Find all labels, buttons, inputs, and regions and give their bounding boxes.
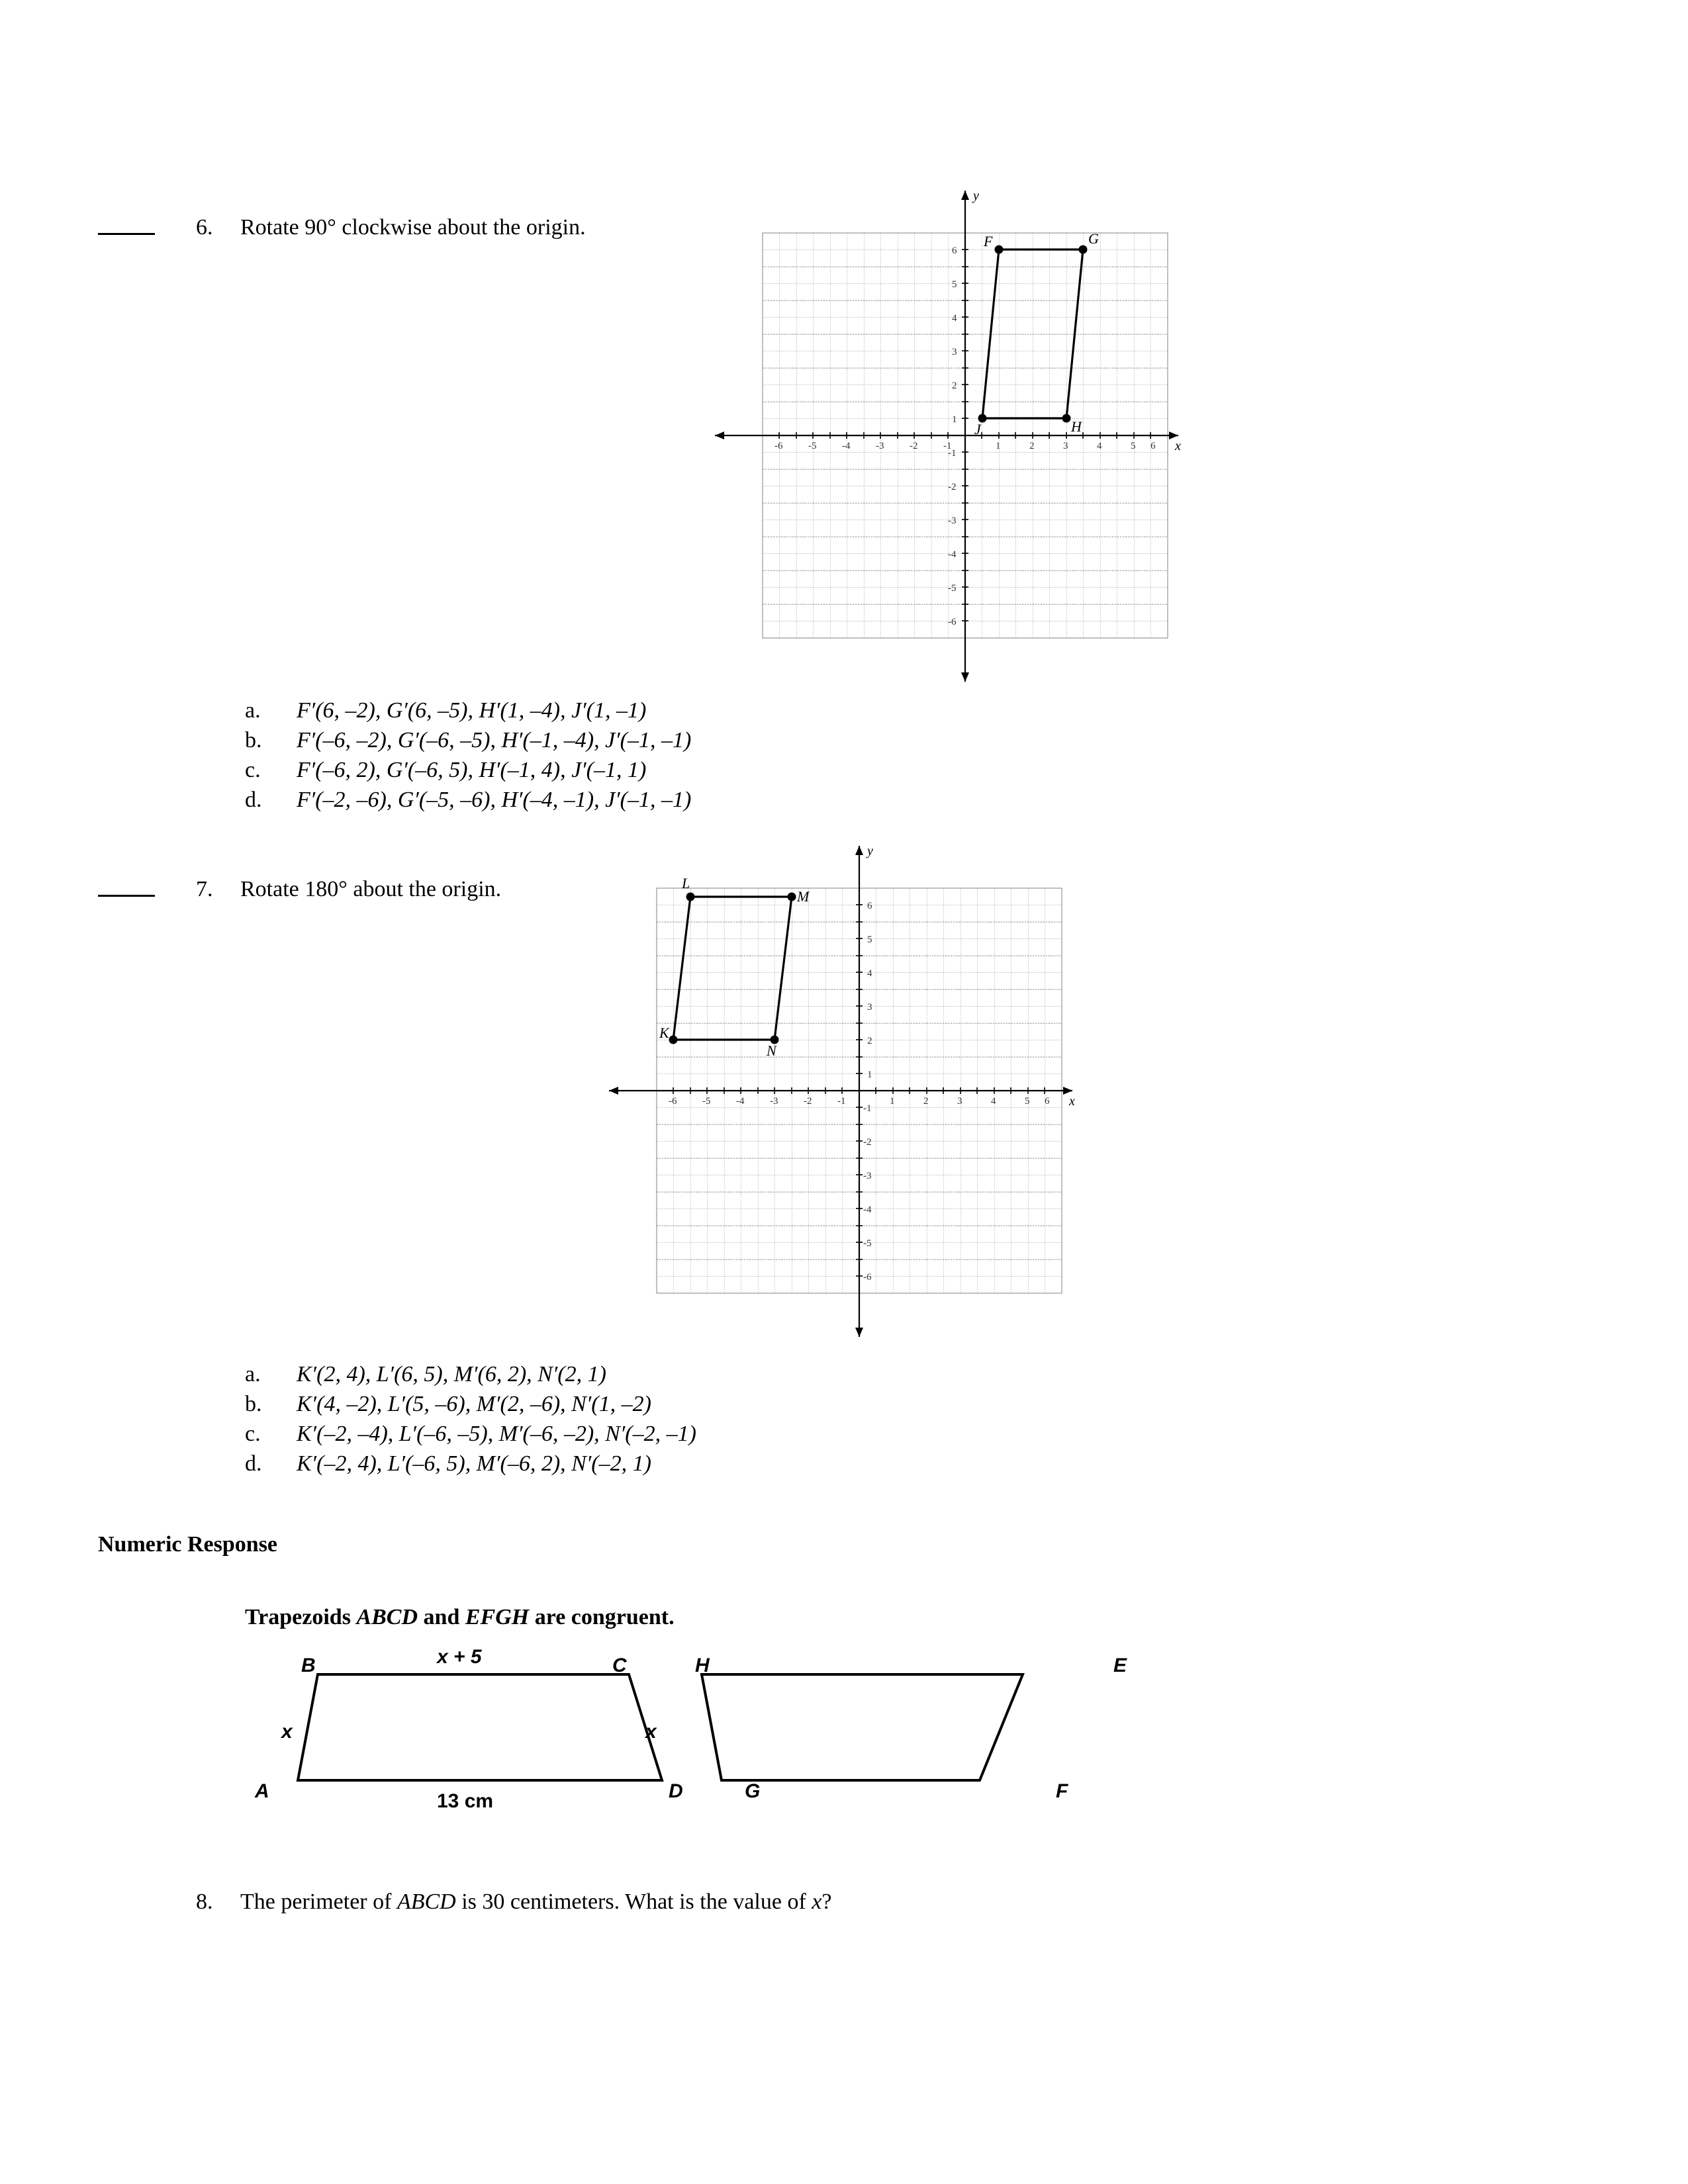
svg-text:5: 5 — [1025, 1096, 1030, 1107]
svg-text:4: 4 — [952, 313, 957, 324]
svg-text:F: F — [984, 233, 993, 250]
svg-text:2: 2 — [952, 381, 957, 391]
question-8-figure: ABCD — [397, 1889, 456, 1914]
svg-text:-1: -1 — [943, 441, 952, 451]
coordinate-graph-q7 — [596, 841, 1086, 1343]
svg-text:-6: -6 — [948, 617, 957, 627]
svg-text:-1: -1 — [863, 1103, 872, 1114]
question-8-pre: The perimeter of — [240, 1889, 397, 1914]
choice-text-q6-b[interactable]: F′(–6, –2), G′(–6, –5), H′(–1, –4), J′(–1, –1) — [297, 728, 692, 752]
svg-text:K: K — [659, 1024, 669, 1041]
svg-text:-5: -5 — [702, 1096, 711, 1107]
question-prompt-6: Rotate 90° clockwise about the origin. — [240, 215, 586, 240]
svg-text:5: 5 — [1131, 441, 1136, 451]
svg-text:3: 3 — [1063, 441, 1068, 451]
svg-text:N: N — [767, 1042, 776, 1059]
svg-text:4: 4 — [1097, 441, 1102, 451]
congruence-statement-pre: Trapezoids — [245, 1605, 357, 1629]
svg-text:2: 2 — [867, 1036, 872, 1046]
question-number-8: 8. — [196, 1889, 213, 1914]
congruence-statement-post: are congruent. — [529, 1605, 675, 1629]
choice-text-q7-d[interactable]: K′(–2, 4), L′(–6, 5), M′(–6, 2), N′(–2, 1) — [297, 1451, 651, 1476]
svg-text:-6: -6 — [863, 1272, 872, 1283]
svg-text:y: y — [867, 844, 873, 858]
coordinate-graph-q6 — [702, 185, 1192, 688]
svg-text:3: 3 — [952, 347, 957, 357]
congruence-statement-mid: and — [418, 1605, 465, 1629]
svg-text:x: x — [1069, 1094, 1075, 1109]
label-side-left-x: x — [281, 1721, 293, 1743]
choice-letter-q6-a[interactable]: a. — [245, 698, 261, 723]
choice-text-q6-a[interactable]: F′(6, –2), G′(6, –5), H′(1, –4), J′(1, –1) — [297, 698, 647, 723]
choice-letter-q6-d[interactable]: d. — [245, 788, 262, 812]
svg-text:-2: -2 — [910, 441, 918, 451]
label-vertex-F: F — [1056, 1780, 1068, 1802]
svg-text:1: 1 — [996, 441, 1001, 451]
svg-text:4: 4 — [867, 968, 872, 979]
svg-text:-1: -1 — [837, 1096, 846, 1107]
svg-text:-5: -5 — [948, 583, 957, 594]
choice-text-q7-b[interactable]: K′(4, –2), L′(5, –6), M′(2, –6), N′(1, –2) — [297, 1392, 651, 1416]
svg-text:-2: -2 — [804, 1096, 812, 1107]
svg-text:G: G — [1088, 230, 1099, 247]
svg-text:-6: -6 — [669, 1096, 677, 1107]
svg-text:-5: -5 — [808, 441, 817, 451]
choice-text-q7-a[interactable]: K′(2, 4), L′(6, 5), M′(6, 2), N′(2, 1) — [297, 1362, 606, 1387]
question-prompt-7: Rotate 180° about the origin. — [240, 877, 502, 901]
svg-text:6: 6 — [867, 901, 872, 911]
svg-text:-3: -3 — [948, 516, 957, 526]
svg-text:5: 5 — [867, 934, 872, 945]
svg-text:4: 4 — [991, 1096, 996, 1107]
svg-text:-2: -2 — [948, 482, 957, 492]
answer-blank-q6[interactable] — [98, 233, 155, 235]
choice-text-q7-c[interactable]: K′(–2, –4), L′(–6, –5), M′(–6, –2), N′(–2, –1) — [297, 1422, 696, 1446]
svg-text:-4: -4 — [863, 1205, 872, 1215]
choice-letter-q7-d[interactable]: d. — [245, 1451, 262, 1476]
label-vertex-H: H — [695, 1655, 710, 1676]
svg-text:H: H — [1071, 418, 1082, 435]
svg-text:1: 1 — [952, 414, 957, 425]
svg-text:-6: -6 — [774, 441, 783, 451]
svg-text:6: 6 — [952, 246, 957, 256]
label-vertex-D: D — [669, 1780, 683, 1802]
choice-letter-q6-c[interactable]: c. — [245, 758, 261, 782]
svg-text:5: 5 — [952, 279, 957, 290]
svg-text:1: 1 — [867, 1069, 872, 1080]
label-vertex-G: G — [745, 1780, 761, 1802]
svg-text:-2: -2 — [863, 1137, 872, 1148]
choice-letter-q7-b[interactable]: b. — [245, 1392, 262, 1416]
svg-text:2: 2 — [923, 1096, 929, 1107]
question-number-6: 6. — [196, 215, 213, 240]
answer-blank-q7[interactable] — [98, 895, 155, 897]
svg-text:1: 1 — [890, 1096, 895, 1107]
svg-text:-3: -3 — [863, 1171, 872, 1181]
question-8-mid: is 30 centimeters. What is the value of — [455, 1889, 812, 1914]
label-vertex-E: E — [1113, 1655, 1127, 1676]
svg-text:x: x — [1175, 439, 1181, 453]
svg-text:6: 6 — [1150, 441, 1156, 451]
question-prompt-8 — [240, 1889, 831, 1915]
label-side-right-x: x — [645, 1721, 657, 1743]
choice-text-q6-c[interactable]: F′(–6, 2), G′(–6, 5), H′(–1, 4), J′(–1, 1) — [297, 758, 647, 782]
svg-text:2: 2 — [1029, 441, 1035, 451]
congruence-figure-2: EFGH — [465, 1605, 530, 1629]
label-vertex-B: B — [301, 1655, 316, 1676]
svg-text:-3: -3 — [876, 441, 884, 451]
section-heading-numeric-response: Numeric Response — [98, 1532, 278, 1557]
question-8-variable: x — [812, 1889, 822, 1914]
question-8-post: ? — [821, 1889, 832, 1914]
svg-text:-5: -5 — [863, 1238, 872, 1249]
svg-text:3: 3 — [867, 1002, 872, 1013]
label-vertex-C: C — [612, 1655, 627, 1676]
svg-text:3: 3 — [957, 1096, 962, 1107]
svg-text:-4: -4 — [736, 1096, 745, 1107]
svg-text:6: 6 — [1045, 1096, 1050, 1107]
label-vertex-A: A — [255, 1780, 269, 1802]
question-number-7: 7. — [196, 877, 213, 901]
choice-text-q6-d[interactable]: F′(–2, –6), G′(–5, –6), H′(–4, –1), J′(–1, –1) — [297, 788, 692, 812]
congruence-statement — [245, 1605, 675, 1630]
label-side-bottom-13cm: 13 cm — [437, 1790, 494, 1812]
svg-text:J: J — [974, 421, 981, 437]
choice-letter-q6-b[interactable]: b. — [245, 728, 262, 752]
choice-letter-q7-c[interactable]: c. — [245, 1422, 261, 1446]
congruence-figure-1: ABCD — [356, 1605, 418, 1629]
svg-text:y: y — [973, 189, 979, 203]
svg-text:-4: -4 — [948, 549, 957, 560]
svg-text:L: L — [682, 875, 690, 891]
svg-text:-1: -1 — [948, 448, 957, 459]
svg-text:-3: -3 — [770, 1096, 778, 1107]
label-side-top-x-plus-5: x + 5 — [437, 1646, 482, 1668]
svg-text:M: M — [797, 888, 810, 905]
svg-text:-4: -4 — [842, 441, 851, 451]
choice-letter-q7-a[interactable]: a. — [245, 1362, 261, 1387]
